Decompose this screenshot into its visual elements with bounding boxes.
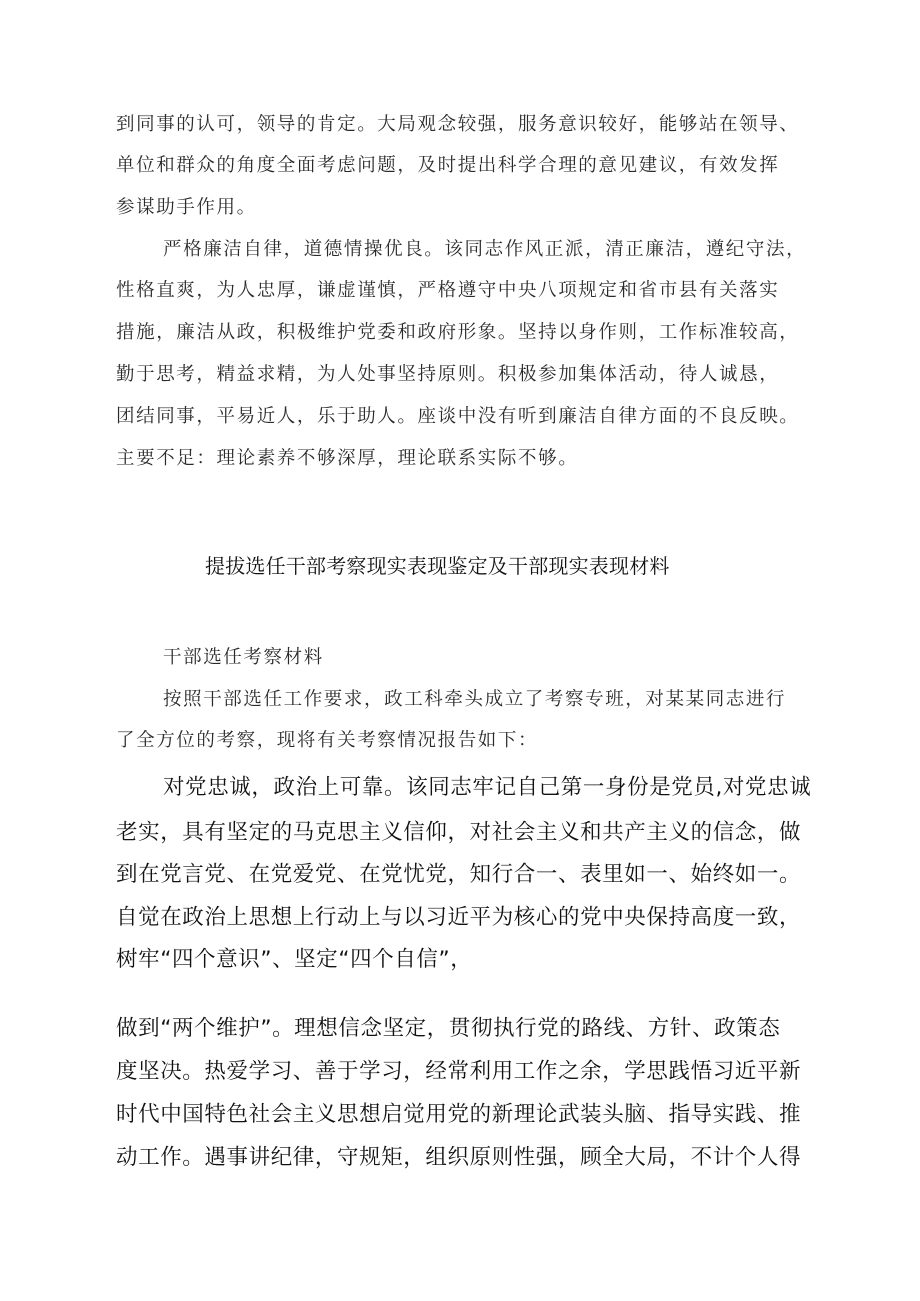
paragraph-line: 单位和群众的角度全面考虑问题，及时提出科学合理的意见建议，有效发挥 [116, 155, 780, 176]
intro-line: 按照干部选任工作要求，政工科牵头成立了考察专班，对某某同志进行 [163, 689, 787, 710]
paragraph-line: 勤于思考，精益求精，为人处事坚持原则。积极参加集体活动，待人诚恳， [116, 364, 780, 385]
body-line: 自觉在政治上思想上行动上与以习近平为核心的党中央保持高度一致， [116, 905, 802, 930]
body-line: 动工作。遇事讲纪律，守规矩，组织原则性强，顾全大局，不计个人得 [116, 1145, 802, 1170]
body-line: 度坚决。热爱学习、善于学习，经常利用工作之余，学思践悟习近平新 [116, 1059, 802, 1084]
body-line: 对党忠诚，政治上可靠。该同志牢记自己第一身份是党员,对党忠诚 [163, 775, 812, 800]
body-line: 到在党言党、在党爱党、在党忧党，知行合一、表里如一、始终如一。 [116, 862, 802, 887]
body-line: 做到“两个维护”。理想信念坚定，贯彻执行党的路线、方针、政策态 [116, 1016, 781, 1041]
paragraph-line: 主要不足：理论素养不够深厚，理论联系实际不够。 [116, 448, 579, 469]
paragraph-line: 措施，廉洁从政，积极维护党委和政府形象。坚持以身作则，工作标准较高， [116, 322, 800, 343]
paragraph-line: 参谋助手作用。 [116, 197, 257, 218]
intro-line: 了全方位的考察，现将有关考察情况报告如下： [116, 730, 539, 751]
paragraph-line: 到同事的认可，领导的肯定。大局观念较强，服务意识较好，能够站在领导、 [116, 114, 800, 135]
body-line: 老实，具有坚定的马克思主义信仰，对社会主义和共产主义的信念，做 [116, 820, 802, 845]
paragraph-line: 性格直爽，为人忠厚，谦虚谨慎，严格遵守中央八项规定和省市县有关落实 [116, 280, 780, 301]
paragraph-line: 严格廉洁自律，道德情操优良。该同志作风正派，清正廉洁，遵纪守法， [163, 239, 807, 260]
paragraph-line: 团结同事，平易近人，乐于助人。座谈中没有听到廉洁自律方面的不良反映。 [116, 406, 800, 427]
section-subtitle: 干部选任考察材料 [163, 647, 324, 668]
document-title: 提拔选任干部考察现实表现鉴定及干部现实表现材料 [205, 554, 670, 578]
body-line: 树牢“四个意识”、坚定“四个自信”， [116, 947, 473, 972]
body-line: 时代中国特色社会主义思想启觉用党的新理论武装头脑、指导实践、推 [116, 1102, 802, 1127]
